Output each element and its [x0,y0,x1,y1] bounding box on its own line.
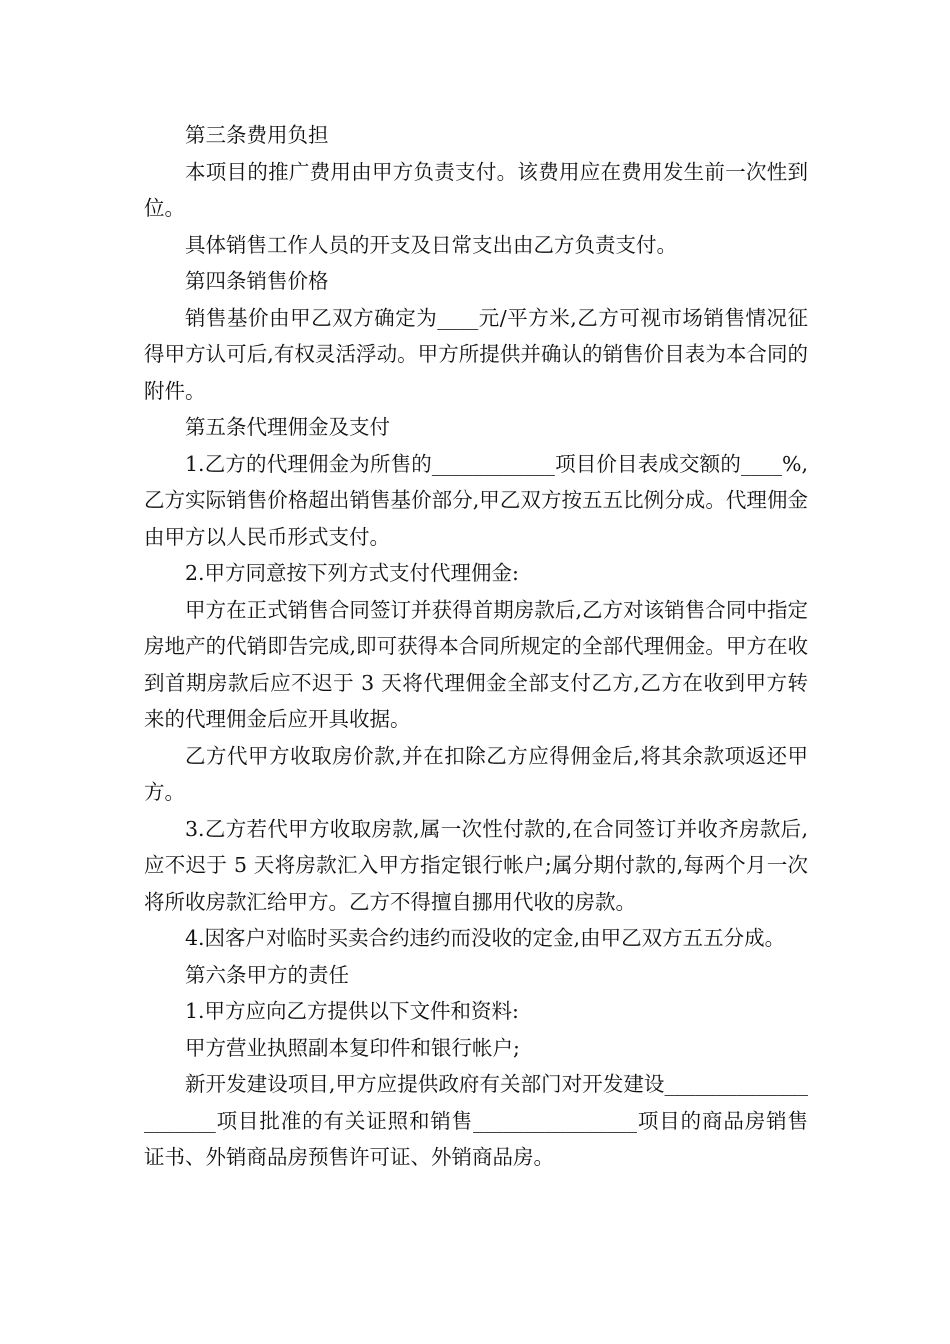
paragraph: 1.甲方应向乙方提供以下文件和资料: [185,999,519,1023]
document-body [144,117,808,1176]
paragraph: 3.乙方若代甲方收取房款,属一次性付款的,在合同签订并收齐房款后,应不迟于 5 天将房款汇入甲方指定银行帐户;属分期付款的,每两个月一次将所收房款汇给甲方。乙方不得擅自挪用代收的房款。 [144,816,808,914]
paragraph: 具体销售工作人员的开支及日常支出由乙方负责支付。 [185,232,677,257]
paragraph: 本项目的推广费用由甲方负责支付。该费用应在费用发生前一次性到位。 [144,159,808,220]
section-heading-5: 第五条代理佣金及支付 [185,415,390,439]
paragraph: 4.因客户对临时买卖合约违约而没收的定金,由甲乙双方五五分成。 [185,926,786,950]
paragraph: 1.乙方的代理佣金为所售的____________项目价目表成交额的____%,乙方实际销售价格超出销售基价部分,甲乙双方按五五比例分成。代理佣金由甲方以人民币形式支付。 [144,451,808,549]
paragraph: 乙方代甲方收取房价款,并在扣除乙方应得佣金后,将其余款项返还甲方。 [144,743,808,804]
paragraph: 甲方营业执照副本复印件和银行帐户; [185,1035,520,1060]
section-heading-6: 第六条甲方的责任 [185,962,349,987]
paragraph: 销售基价由甲乙双方确定为____元/平方米,乙方可视市场销售情况征得甲方认可后,有权灵活浮动。甲方所提供并确认的销售价目表为本合同的附件。 [144,305,808,403]
section-heading-3: 第三条费用负担 [185,123,329,147]
section-heading-4: 第四条销售价格 [185,269,329,293]
paragraph: 2.甲方同意按下列方式支付代理佣金: [185,561,519,585]
paragraph: 甲方在正式销售合同签订并获得首期房款后,乙方对该销售合同中指定房地产的代销即告完成,即可获得本合同所规定的全部代理佣金。甲方在收到首期房款后应不迟于 3 天将代理佣金全部支付乙方,乙方在收到甲方转来的代理佣金后应开具收据。 [144,597,808,731]
paragraph: 新开发建设项目,甲方应提供政府有关部门对开发建设_____________________项目批准的有关证照和销售________________项目的商品房销售证书、外销商品房预售许可证、外销商品房。 [144,1072,808,1169]
